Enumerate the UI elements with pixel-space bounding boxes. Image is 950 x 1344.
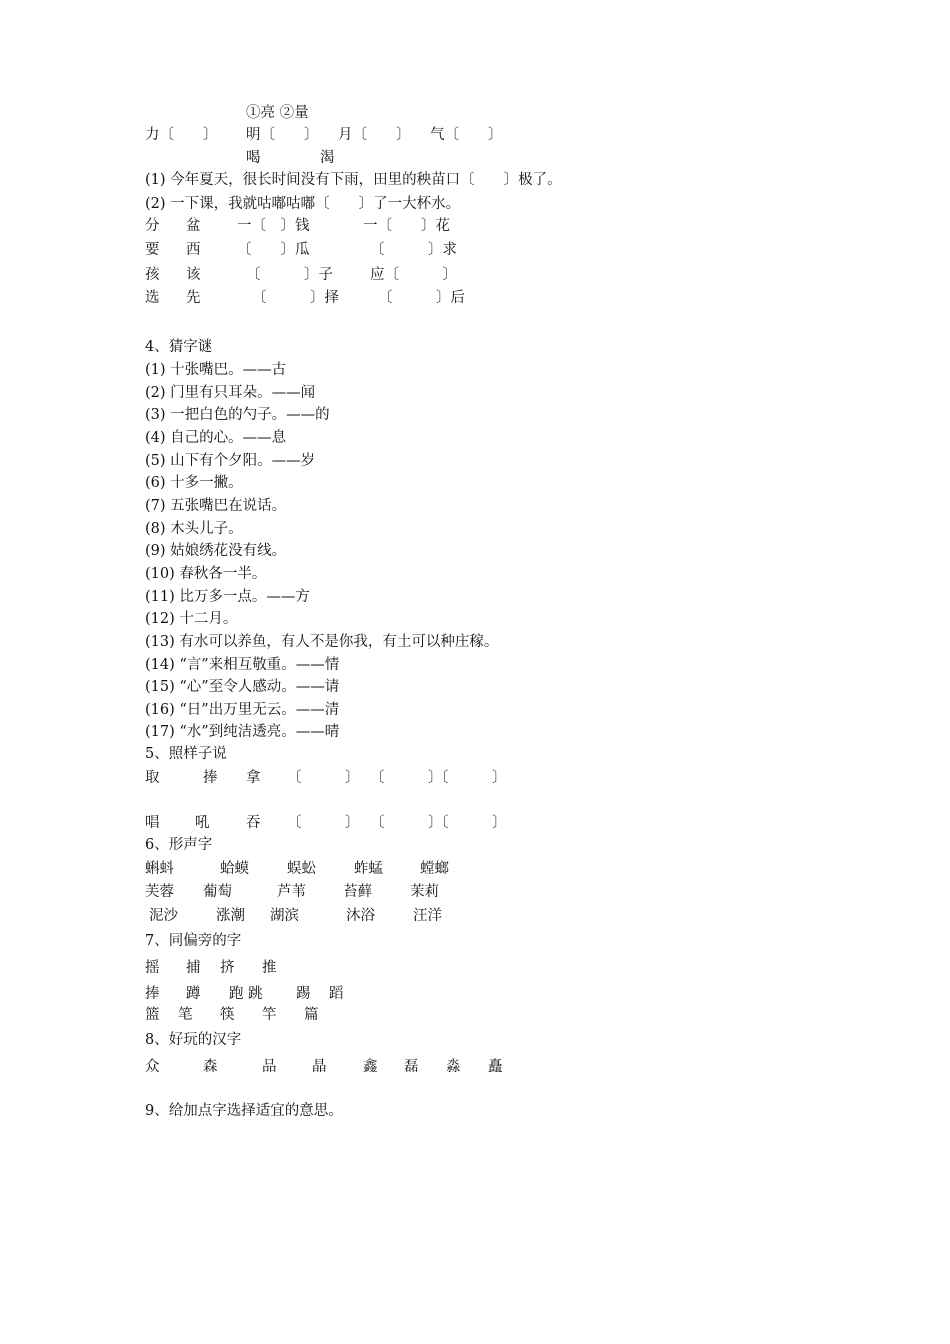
word: 葡萄: [203, 884, 232, 900]
word: 沐浴: [346, 908, 375, 924]
riddle-item: (11) 比万多一点。——方: [145, 589, 310, 605]
pair-b: 先: [186, 290, 201, 306]
word: 蝌蚪: [145, 861, 174, 877]
word: 蚱蜢: [354, 861, 383, 877]
word: 芙蓉: [145, 884, 174, 900]
example-word: 吞: [246, 815, 261, 831]
riddle-item: (7) 五张嘴巴在说话。: [145, 498, 287, 514]
word: 茉莉: [410, 884, 439, 900]
char: 踢: [296, 986, 311, 1002]
char: 笔: [178, 1007, 193, 1023]
riddle-item: (13) 有水可以养鱼，有人不是你我，有土可以种庄稼。: [145, 634, 499, 650]
word: 湖滨: [270, 908, 299, 924]
char: 摇: [145, 960, 160, 976]
option-ke: 渴: [320, 150, 335, 166]
char: 跑 跳: [229, 986, 263, 1002]
riddle-item: (17) “水”到纯洁透亮。——晴: [145, 724, 340, 740]
char: 筷: [220, 1007, 235, 1023]
char: 众: [145, 1059, 160, 1075]
word: 芦苇: [277, 884, 306, 900]
char: 篇: [304, 1007, 319, 1023]
riddle-item: (15) “心”至令人感动。——请: [145, 679, 340, 695]
pair-c: 一〔 〕钱: [237, 218, 310, 234]
blank: 〔 〕: [370, 815, 443, 831]
word: 泥沙: [149, 908, 178, 924]
word: 螳螂: [420, 861, 449, 877]
pair-a: 孩: [145, 267, 160, 283]
pair-c: 〔 〕瓜: [237, 242, 310, 258]
section-4-heading: 4、猜字谜: [145, 339, 213, 355]
pair-a: 分: [145, 218, 160, 234]
example-word: 吼: [195, 815, 210, 831]
fill-yue: 月〔 〕: [338, 127, 411, 143]
char: 淼: [446, 1059, 461, 1075]
section-6-heading: 6、形声字: [145, 837, 213, 853]
pair-b: 盆: [186, 218, 201, 234]
riddle-item: (12) 十二月。: [145, 611, 238, 627]
char: 矗: [488, 1059, 503, 1075]
riddle-item: (9) 姑娘绣花没有线。: [145, 543, 287, 559]
word: 蛤蟆: [220, 861, 249, 877]
example-word: 拿: [246, 770, 261, 786]
riddle-item: (8) 木头儿子。: [145, 521, 243, 537]
pair-a: 选: [145, 290, 160, 306]
fill-qi: 气〔 〕: [430, 127, 503, 143]
riddle-item: (4) 自己的心。——息: [145, 430, 287, 446]
char: 蹲: [186, 986, 201, 1002]
char: 磊: [404, 1059, 419, 1075]
char: 蹈: [329, 986, 344, 1002]
options-line: ①亮 ②量: [246, 105, 309, 121]
section-9-heading: 9、给加点字选择适宜的意思。: [145, 1103, 343, 1119]
riddle-item: (5) 山下有个夕阳。——岁: [145, 453, 316, 469]
char: 推: [262, 960, 277, 976]
riddle-item: (10) 春秋各一半。: [145, 566, 267, 582]
blank: 〔 〕: [434, 815, 507, 831]
char: 竿: [262, 1007, 277, 1023]
riddle-item: (1) 十张嘴巴。——古: [145, 362, 287, 378]
char: 品: [262, 1059, 277, 1075]
riddle-item: (6) 十多一撇。: [145, 475, 243, 491]
fill-ming: 明〔 〕: [246, 127, 319, 143]
blank: 〔 〕: [287, 770, 360, 786]
pair-d: 〔 〕后: [378, 290, 465, 306]
pair-d: 一〔 〕花: [363, 218, 450, 234]
sentence-2: (2) 一下课，我就咕嘟咕嘟〔 〕了一大杯水。: [145, 196, 461, 212]
example-word: 捧: [203, 770, 218, 786]
char: 捕: [186, 960, 201, 976]
riddle-item: (2) 门里有只耳朵。——闻: [145, 385, 316, 401]
sentence-1: (1) 今年夏天，很长时间没有下雨，田里的秧苗口〔 〕极了。: [145, 172, 562, 188]
blank: 〔 〕: [434, 770, 507, 786]
word: 汪洋: [413, 908, 442, 924]
pair-d: 〔 〕求: [370, 242, 457, 258]
riddle-item: (16) “日”出万里无云。——清: [145, 702, 340, 718]
word: 蜈蚣: [287, 861, 316, 877]
option-he: 喝: [246, 150, 261, 166]
pair-a: 要: [145, 242, 160, 258]
fill-li: 力〔 〕: [145, 127, 218, 143]
pair-c: 〔 〕择: [252, 290, 339, 306]
char: 篮: [145, 1007, 160, 1023]
char: 挤: [220, 960, 235, 976]
char: 捧: [145, 986, 160, 1002]
word: 涨潮: [216, 908, 245, 924]
pair-c: 〔 〕子: [246, 267, 333, 283]
char: 晶: [312, 1059, 327, 1075]
word: 苔藓: [343, 884, 372, 900]
blank: 〔 〕: [287, 815, 360, 831]
section-8-heading: 8、好玩的汉字: [145, 1032, 242, 1048]
example-word: 取: [145, 770, 160, 786]
section-5-heading: 5、照样子说: [145, 746, 227, 762]
section-7-heading: 7、同偏旁的字: [145, 933, 242, 949]
example-word: 唱: [145, 815, 160, 831]
char: 鑫: [363, 1059, 378, 1075]
blank: 〔 〕: [370, 770, 443, 786]
riddle-item: (14) “言”来相互敬重。——情: [145, 657, 340, 673]
char: 森: [203, 1059, 218, 1075]
pair-b: 该: [186, 267, 201, 283]
pair-d: 应〔 〕: [370, 267, 457, 283]
pair-b: 西: [186, 242, 201, 258]
riddle-item: (3) 一把白色的勺子。——的: [145, 407, 330, 423]
